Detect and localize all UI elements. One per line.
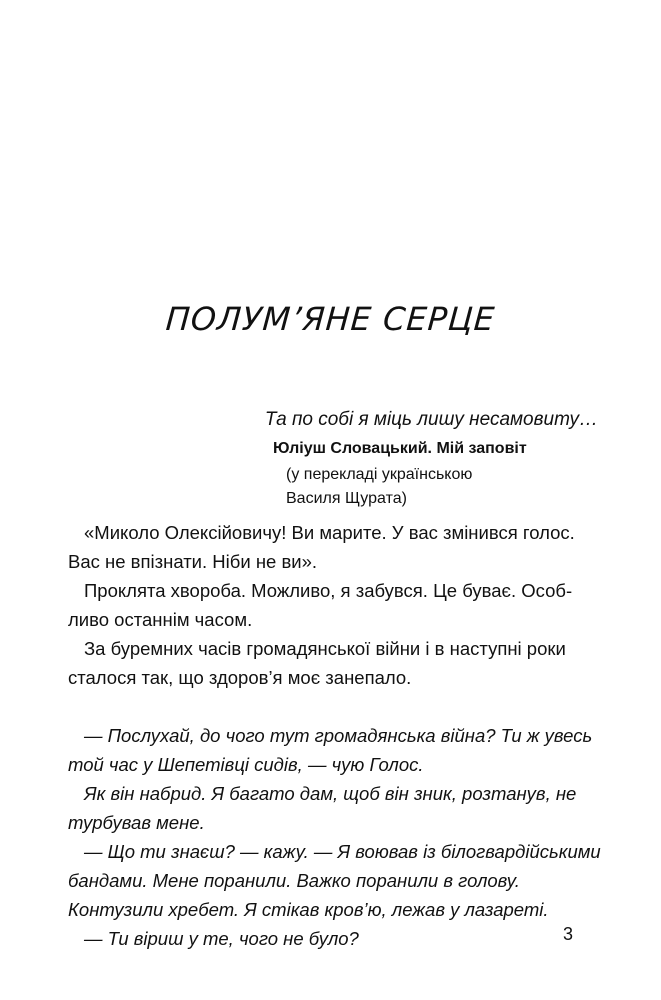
paragraph: [68, 837, 605, 924]
text-line: За буремних часів громадянської війни і в наступні роки: [84, 638, 566, 659]
paragraph: [68, 634, 605, 692]
text-line: «Миколо Олексійовичу! Ви марите. У вас змінився голос.: [84, 522, 575, 543]
paragraph: [68, 924, 605, 953]
text-line: Вас не впізнати. Ніби не ви».: [68, 551, 318, 572]
text-line: турбував мене.: [68, 812, 205, 833]
text-line: той час у Шепетівці сидів, — чую Голос.: [68, 754, 424, 775]
text-line: Контузили хребет. Я стікав кров’ю, лежав у лазареті.: [68, 899, 549, 920]
text-line: сталося так, що здоров’я моє занепало.: [68, 667, 412, 688]
paragraph: [68, 576, 605, 634]
text-line: Як він набрид. Я багато дам, щоб він зник, розтанув, не: [84, 783, 577, 804]
paragraph: [68, 518, 605, 576]
text-line: — Послухай, до чого тут громадянська війна? Ти ж увесь: [84, 725, 593, 746]
epigraph: [198, 408, 598, 510]
text-line: — Ти віриш у те, чого не було?: [84, 928, 359, 949]
epigraph-quote: Та по собі я міць лишу несамовиту…: [264, 409, 598, 430]
epigraph-note-line: Василя Щурата): [286, 489, 407, 507]
paragraph: [68, 721, 605, 779]
paragraph: [68, 779, 605, 837]
epigraph-author: Юліуш Словацький. Мій заповіт: [273, 439, 527, 457]
text-line: Проклята хвороба. Можливо, я забувся. Це буває. Особ-: [84, 580, 573, 601]
text-line: бандами. Мене поранили. Важко поранили в голову.: [68, 870, 520, 891]
chapter-title: ПОЛУМ’ЯНЕ СЕРЦЕ: [164, 300, 497, 338]
text-line: ливо останнім часом.: [68, 609, 253, 630]
text-line: — Що ти знаєш? — кажу. — Я воював із білогвардійськими: [84, 841, 601, 862]
body-text: [68, 518, 605, 953]
epigraph-note-line: (у перекладі українською: [286, 466, 473, 484]
section-gap: [68, 692, 605, 721]
epigraph-translation-note: [286, 463, 598, 509]
page-number: 3: [563, 924, 574, 944]
